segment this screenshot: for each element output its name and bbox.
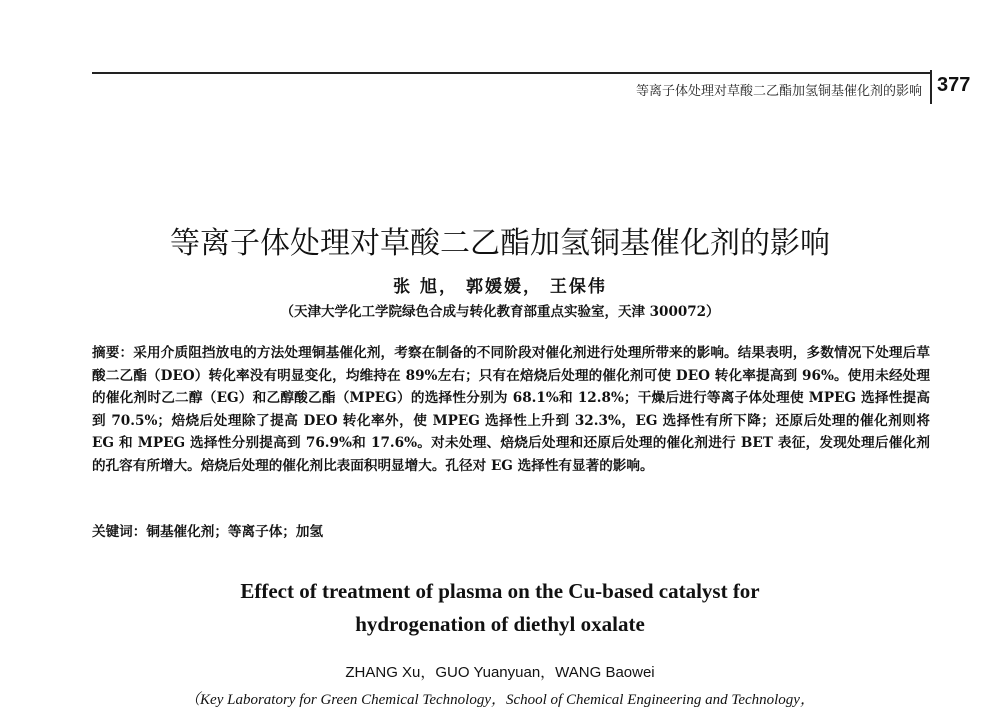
- english-affiliation: （Key Laboratory for Green Chemical Technology，School of Chemical Engineering and Technology，: [185, 692, 815, 708]
- keywords-label: 关键词：: [92, 524, 147, 540]
- running-title: 等离子体处理对草酸二乙酯加氢铜基催化剂的影响: [635, 84, 922, 99]
- english-title: [0, 575, 1000, 641]
- keywords-text: 铜基催化剂；等离子体；加氢: [146, 524, 324, 540]
- abstract-label: 摘要：: [92, 345, 134, 361]
- chinese-authors: 张 旭， 郭媛媛， 王保伟: [393, 277, 607, 297]
- english-authors: ZHANG Xu，GUO Yuanyuan，WANG Baowei: [345, 664, 655, 681]
- header-rule: [92, 72, 930, 74]
- chinese-affiliation: （天津大学化工学院绿色合成与转化教育部重点实验室，天津 300072）: [280, 304, 720, 320]
- english-title-line-2: hydrogenation of diethyl oxalate: [355, 612, 645, 636]
- abstract-text: 采用介质阻挡放电的方法处理铜基催化剂，考察在制备的不同阶段对催化剂进行处理所带来的影响。结果表明，多数情况下处理后草酸二乙酯（DEO）转化率没有明显变化，均维持在 89%左右；只有在焙烧后处理的催化剂可使 DEO 转化率提高到 96%。使用未经处理的催化剂时乙二醇（EG）和乙醇酸乙酯（MPEG）的选择性分别为 68.1%和 12.8%；干燥后进行等离子体处理使 MPEG 选择性提高到 70.5%；焙烧后处理除了提高 DEO 转化率外，使 MPEG 选择性上升到 32.3%，EG 选择性有所下降；还原后处理的催化剂则将 EG 和 MPEG 选择性分别提高到 76.9%和 17.6%。对未处理、焙烧后处理和还原后处理的催化剂进行 BET 表征，发现处理后催化剂的孔容有所增大。焙烧后处理的催化剂比表面积明显增大。孔径对 EG 选择性有显著的影响。: [92, 345, 931, 474]
- chinese-abstract: [92, 342, 930, 478]
- chinese-title: 等离子体处理对草酸二乙酯加氢铜基催化剂的影响: [170, 226, 830, 261]
- english-title-line-1: Effect of treatment of plasma on the Cu-based catalyst for: [240, 579, 760, 603]
- page-number: 377: [937, 74, 971, 96]
- chinese-keywords: [92, 521, 930, 543]
- header-page-divider: [930, 70, 932, 104]
